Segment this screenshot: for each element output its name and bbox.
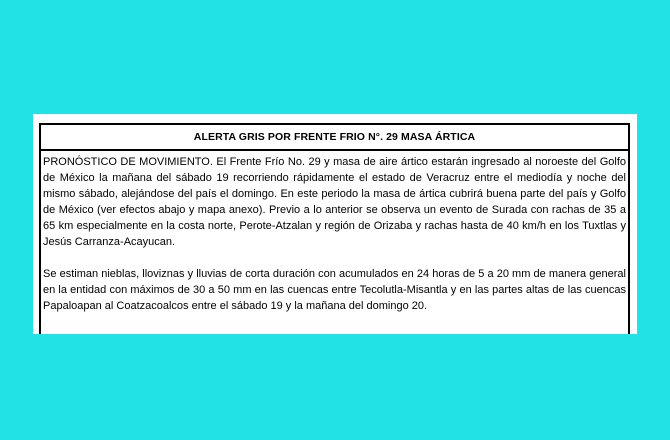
forecast-paragraph: PRONÓSTICO DE MOVIMIENTO. El Frente Frío No. 29 y masa de aire ártico estarán ingresado al noroeste del Golfo de México la mañana del sábado 19 recorriendo rápidamente el estado de Veracruz entre el mediodía y noche del mismo sábado, alejándose del país el domingo. En este periodo la masa de ártica cubrirá buena parte del país y Golfo de México (ver efectos abajo y mapa anexo). Previo a lo anterior se observa un evento de Surada con rachas de 35 a 65 km especialmente en la costa norte, Perote-Atzalan y región de Orizaba y rachas hasta de 40 km/h en los Tuxtlas y Jesús Carranza-Acayucan.	[43, 156, 626, 248]
alert-title: ALERTA GRIS POR FRENTE FRIO N°. 29 MASA ÁRTICA	[41, 125, 628, 151]
rainfall-paragraph: Se estiman nieblas, lloviznas y lluvias de corta duración con acumulados en 24 horas de 5 a 20 mm de manera general en la entidad con máximos de 30 a 50 mm en las cuencas entre Tecolutla-Misantla y en las partes altas de las cuencas Papaloapan al Coatzacoalcos entre el sábado 19 y la mañana del domingo 20.	[43, 268, 626, 312]
alert-box	[39, 123, 630, 334]
alert-body	[41, 151, 628, 314]
document-page	[33, 114, 637, 334]
